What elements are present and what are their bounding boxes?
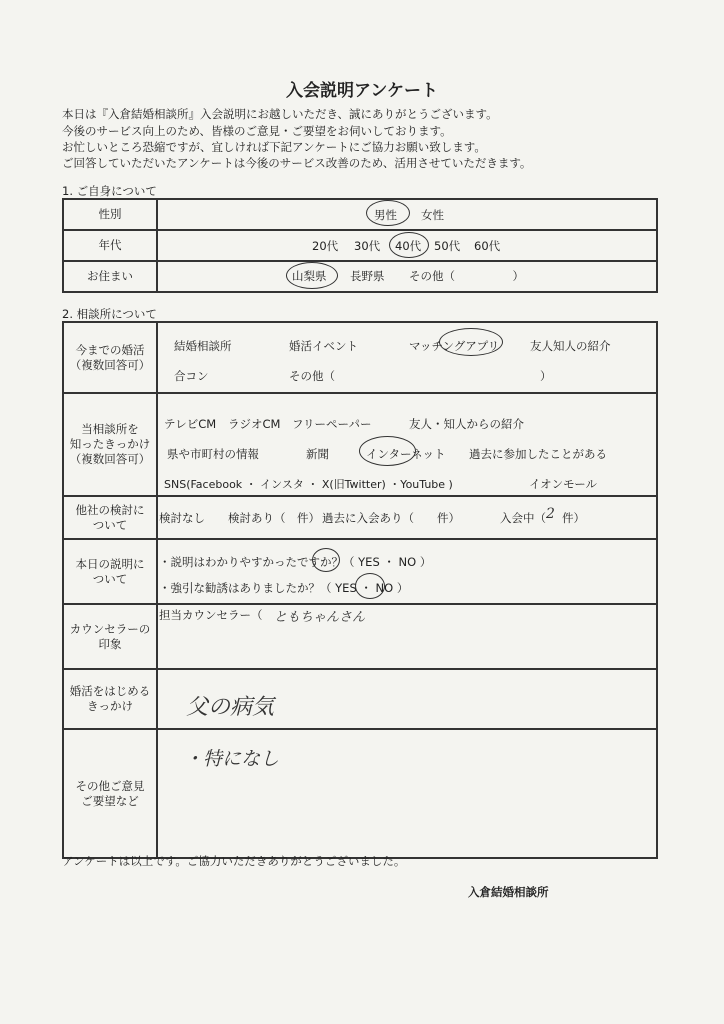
explanation-row [64, 540, 656, 605]
label-line: ついて [92, 571, 128, 586]
option[interactable]: その他（ [289, 369, 335, 383]
option-60s[interactable]: 60代 [474, 239, 501, 253]
section2-heading: 2. 相談所について [62, 307, 157, 321]
label-line: 今までの婚活 [75, 342, 145, 357]
label-line: その他ご意見 [75, 778, 145, 793]
selection-circle [366, 200, 410, 226]
option-male[interactable]: 男性 [374, 208, 397, 222]
label-line: きっかけ [87, 699, 133, 713]
label-line: 当相談所を [81, 422, 139, 437]
history-row [64, 323, 656, 394]
option-50s[interactable]: 50代 [434, 239, 461, 253]
gender-row [64, 200, 656, 231]
intro-line: お忙しいところ恐縮ですが、宜しければ下記アンケートにご協力お願い致します。 [62, 140, 486, 154]
option[interactable]: 検討あり（ 件） [228, 511, 320, 525]
page-title: 入会説明アンケート [286, 81, 438, 101]
signature: 入倉結婚相談所 [468, 885, 549, 899]
option[interactable]: イオンモール [529, 477, 597, 491]
label-line: ご要望など [81, 793, 139, 808]
counselor-prompt: 担当カウンセラー（ [159, 608, 263, 622]
history-label [64, 323, 158, 392]
section1-table [62, 198, 658, 293]
option-other[interactable]: その他（ ） [409, 269, 524, 283]
option[interactable]: 友人知人の紹介 [530, 339, 611, 353]
counselor-answer[interactable]: ともちゃんさん [274, 610, 366, 625]
option[interactable]: 新聞 [306, 447, 329, 461]
trigger-label [64, 670, 158, 728]
trigger-row [64, 670, 656, 730]
option[interactable]: インターネット [366, 447, 446, 461]
question-pressure: ・強引な勧誘はありましたか？（ YES ・ NO ） [159, 581, 409, 595]
option[interactable]: テレビCM [164, 417, 217, 431]
option[interactable]: 検討なし [159, 511, 205, 525]
option-sns[interactable]: SNS(Facebook ・ インスタ ・ X(旧Twitter) ・YouTube ) [164, 478, 453, 491]
label-line: （複数回答可） [69, 451, 151, 466]
selection-circle [312, 548, 340, 572]
option-40s[interactable]: 40代 [395, 239, 422, 253]
option[interactable]: 結婚相談所 [174, 339, 232, 353]
label-line: 印象 [98, 636, 122, 651]
option[interactable]: マッチングアプリ [409, 339, 500, 353]
label-line: （複数回答可） [69, 357, 151, 372]
source-row [64, 394, 656, 497]
option[interactable]: 過去に入会あり（ 件） [322, 511, 460, 525]
option-20s[interactable]: 20代 [312, 239, 339, 253]
comments-label [64, 730, 158, 857]
intro-line: ご回答していただいたアンケートは今後のサービス改善のため、活用させていただきます。 [62, 156, 532, 170]
residence-label: お住まい [64, 262, 158, 291]
comments-answer[interactable]: ・特になし [184, 748, 280, 770]
label-line: 本日の説明に [75, 556, 145, 571]
counselor-label [64, 605, 158, 668]
label-line: カウンセラーの [69, 621, 151, 636]
option[interactable]: 婚活イベント [289, 339, 358, 353]
gender-label: 性別 [64, 200, 158, 229]
explanation-label [64, 540, 158, 603]
source-label [64, 394, 158, 495]
option[interactable]: 県や市町村の情報 [167, 447, 259, 461]
intro-line: 本日は『入倉結婚相談所』入会説明にお越しいただき、誠にありがとうございます。 [62, 107, 498, 121]
others-label [64, 497, 158, 538]
intro-line: 今後のサービス向上のため、皆様のご意見・ご要望をお伺いしております。 [62, 124, 452, 138]
option-nagano[interactable]: 長野県 [350, 269, 385, 283]
counselor-row [64, 605, 656, 670]
question-clarity: ・説明はわかりやすかったですか？（ YES ・ NO ） [159, 555, 432, 569]
option[interactable]: 合コン [174, 369, 209, 383]
option-close: ） [540, 369, 552, 383]
selection-circle [389, 232, 429, 258]
selection-circle [439, 328, 503, 356]
option[interactable]: ラジオCM [228, 417, 281, 431]
option[interactable]: フリーペーパー [292, 417, 372, 431]
option[interactable]: 友人・知人からの紹介 [409, 417, 524, 431]
residence-row [64, 262, 656, 291]
comments-row [64, 730, 656, 857]
option[interactable]: 過去に参加したことがある [469, 447, 607, 461]
label-line: ついて [92, 517, 128, 532]
label-line: 婚活をはじめる [69, 684, 151, 699]
others-row [64, 497, 656, 540]
label-line: 他社の検討に [75, 502, 145, 517]
selection-circle [355, 573, 385, 599]
section2-table [62, 321, 658, 859]
age-label: 年代 [64, 231, 158, 260]
label-line: 知ったきっかけ [69, 437, 151, 452]
handwritten-count[interactable]: 2 [546, 506, 555, 522]
option-close: 件） [562, 511, 585, 525]
selection-circle [359, 436, 416, 466]
option-yamanashi[interactable]: 山梨県 [292, 269, 327, 283]
footer-text: アンケートは以上です。ご協力いただきありがとうございました。 [62, 854, 406, 868]
selection-circle [286, 262, 338, 289]
option-30s[interactable]: 30代 [354, 239, 381, 253]
option-female[interactable]: 女性 [421, 208, 444, 222]
age-row [64, 231, 656, 262]
section1-heading: 1. ご自身について [62, 184, 157, 198]
option[interactable]: 入会中（ [500, 511, 546, 525]
trigger-answer[interactable]: 父の病気 [186, 695, 275, 720]
